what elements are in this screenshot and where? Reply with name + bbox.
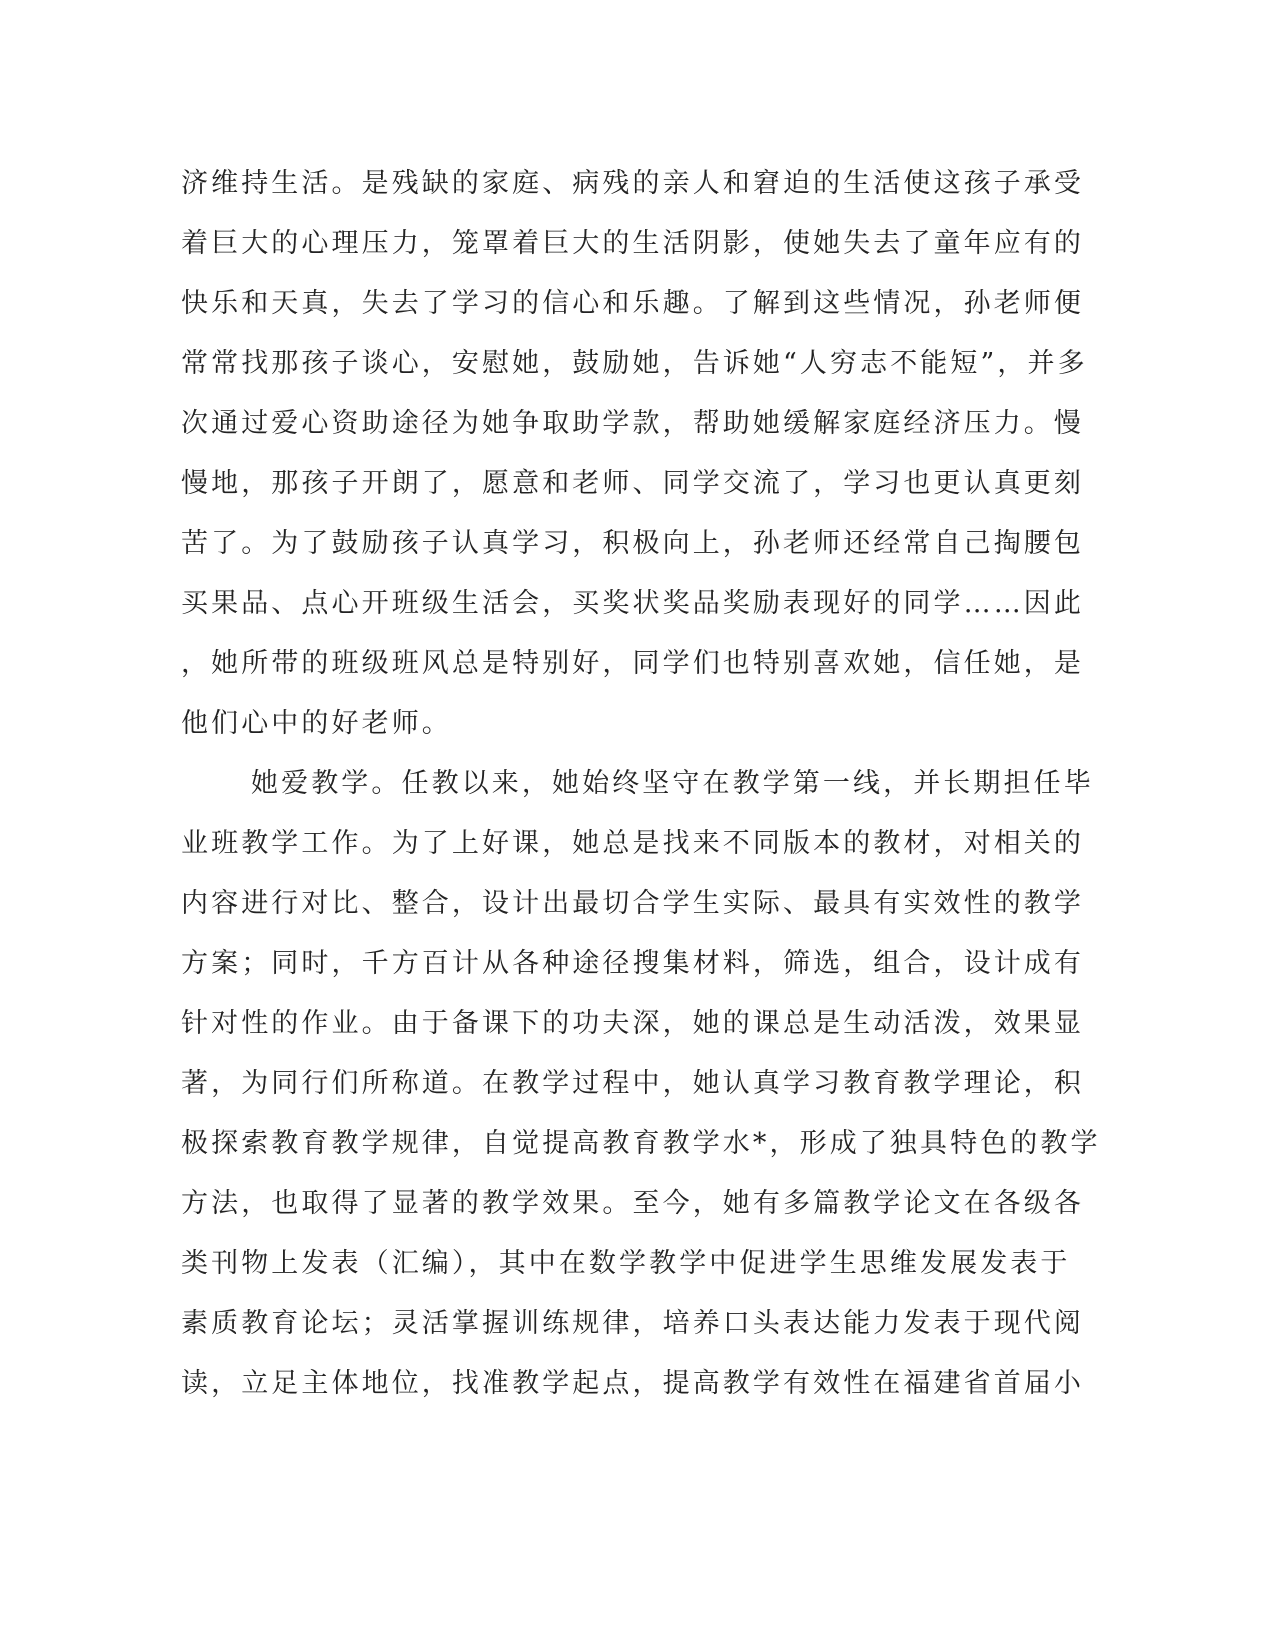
text-line: 素质教育论坛；灵活掌握训练规律，培养口头表达能力发表于现代阅 — [181, 1308, 1084, 1339]
text-line: 济维持生活。是残缺的家庭、病残的亲人和窘迫的生活使这孩子承受 — [181, 168, 1084, 199]
text-line: 读，立足主体地位，找准教学起点，提高教学有效性在福建省首届小 — [181, 1368, 1084, 1399]
text-line: 内容进行对比、整合，设计出最切合学生实际、最具有实效性的教学 — [181, 888, 1084, 919]
text-line: 她爱教学。任教以来，她始终坚守在教学第一线，并长期担任毕 — [251, 768, 1094, 799]
paragraph — [181, 154, 1088, 754]
text-line: 常常找那孩子谈心，安慰她，鼓励她，告诉她“人穷志不能短”，并多 — [181, 348, 1088, 379]
paragraph — [181, 754, 1101, 1414]
text-line: 着巨大的心理压力，笼罩着巨大的生活阴影，使她失去了童年应有的 — [181, 228, 1084, 259]
text-line: 极探索教育教学规律，自觉提高教育教学水*，形成了独具特色的教学 — [181, 1128, 1101, 1159]
text-line: 慢地，那孩子开朗了，愿意和老师、同学交流了，学习也更认真更刻 — [181, 468, 1084, 499]
text-line: 快乐和天真，失去了学习的信心和乐趣。了解到这些情况，孙老师便 — [181, 288, 1084, 319]
text-line: 方案；同时，千方百计从各种途径搜集材料，筛选，组合，设计成有 — [181, 948, 1084, 979]
text-line: 针对性的作业。由于备课下的功夫深，她的课总是生动活泼，效果显 — [181, 1008, 1084, 1039]
text-line: ，她所带的班级班风总是特别好，同学们也特别喜欢她，信任她，是 — [181, 648, 1084, 679]
text-line: 著，为同行们所称道。在教学过程中，她认真学习教育教学理论，积 — [181, 1068, 1084, 1099]
text-line: 类刊物上发表（汇编），其中在数学教学中促进学生思维发展发表于 — [181, 1248, 1071, 1279]
text-line: 方法，也取得了显著的教学效果。至今，她有多篇教学论文在各级各 — [181, 1188, 1084, 1219]
document-body — [181, 154, 1101, 1414]
text-line: 他们心中的好老师。 — [181, 708, 452, 739]
text-line: 买果品、点心开班级生活会，买奖状奖品奖励表现好的同学……因此 — [181, 588, 1084, 619]
text-line: 苦了。为了鼓励孩子认真学习，积极向上，孙老师还经常自己掏腰包 — [181, 528, 1084, 559]
text-line: 业班教学工作。为了上好课，她总是找来不同版本的教材，对相关的 — [181, 828, 1084, 859]
text-line: 次通过爱心资助途径为她争取助学款，帮助她缓解家庭经济压力。慢 — [181, 408, 1084, 439]
